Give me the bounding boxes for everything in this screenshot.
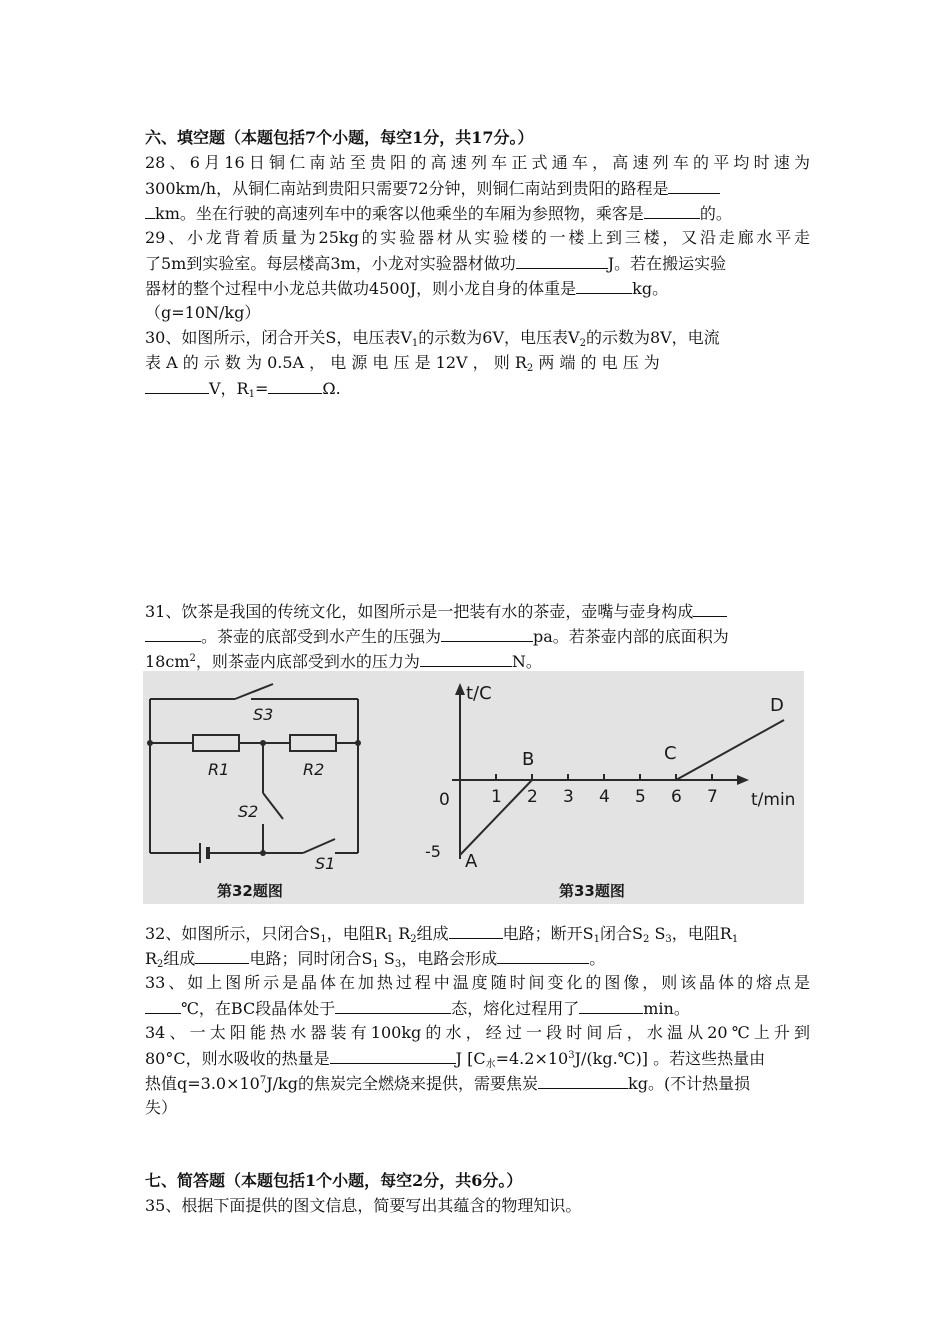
- q35-line-1: 35、根据下面提供的图文信息，简要写出其蕴含的物理知识。: [145, 1196, 582, 1215]
- x-tick-label: 6: [671, 787, 682, 807]
- q31-line-1: 31、饮茶是我国的传统文化，如图所示是一把装有水的茶壶，壶嘴与壶身构成: [145, 598, 810, 624]
- switch-s1: [303, 839, 335, 853]
- q28-line-3: km。坐在行驶的高速列车中的乘客以他乘坐的车厢为参照物，乘客是 的。: [145, 200, 810, 226]
- y-axis-label: t/C: [466, 683, 492, 704]
- q32-line-2: $R_2$组成 电路；同时闭合$S_1$ $S_3$，电路会形成 。: [145, 945, 810, 971]
- answer-blank[interactable]: [145, 623, 201, 642]
- label-s1: S1: [315, 854, 336, 873]
- section-6-heading: 六、填空题（本题包括7个小题，每空1分，共17分。）: [145, 128, 534, 147]
- answer-blank[interactable]: [579, 995, 643, 1014]
- y-axis-arrow: [455, 683, 465, 695]
- q34-line-4: 失）: [145, 1098, 178, 1117]
- point-c-label: C: [664, 743, 677, 764]
- answer-blank[interactable]: [145, 375, 209, 394]
- answer-blank[interactable]: [497, 945, 589, 964]
- answer-blank[interactable]: [668, 175, 720, 194]
- label-r2: R2: [303, 760, 325, 779]
- point-a-label: A: [465, 851, 478, 872]
- answer-blank[interactable]: [538, 1070, 628, 1089]
- section-7-heading: 七、简答题（本题包括1个小题，每空2分，共6分。）: [145, 1171, 523, 1190]
- caption-figure-33: 第33题图: [559, 882, 625, 900]
- q29-line-4: （g=10N/kg）: [145, 303, 261, 322]
- q32-line-1: 32、如图所示，只闭合$S_1$，电阻$R_1$ $R_2$组成 电路；断开$S_1$闭合$S_2$ $S_3$，电阻$R_1$: [145, 920, 810, 946]
- label-s3: S3: [253, 705, 274, 724]
- circuit-junctions: [147, 740, 361, 856]
- answer-blank[interactable]: [195, 945, 249, 964]
- point-d-label: D: [770, 695, 784, 716]
- answer-blank[interactable]: [576, 275, 632, 294]
- answer-blank[interactable]: [330, 1045, 456, 1064]
- switch-s3: [235, 684, 273, 699]
- q34-line-1: 34、一太阳能热水器装有100kg的水，经过一段时间后，水温从20℃上升到: [145, 1023, 810, 1042]
- x-tick-label: 2: [527, 787, 538, 807]
- x-tick-label: 7: [707, 787, 718, 807]
- caption-figure-32: 第32题图: [217, 882, 283, 900]
- junction-dot: [260, 740, 266, 746]
- answer-blank[interactable]: [441, 623, 533, 642]
- junction-dot: [260, 850, 266, 856]
- x-tick-label: 1: [491, 787, 502, 807]
- x-tick-label: 3: [563, 787, 574, 807]
- q29-line-3: 器材的整个过程中小龙总共做功4500J，则小龙自身的体重是 kg。: [145, 275, 810, 301]
- x-tick-label: 5: [635, 787, 646, 807]
- resistor-r2: [290, 735, 336, 751]
- answer-blank[interactable]: [516, 250, 608, 269]
- point-b-label: B: [522, 749, 535, 770]
- answer-blank[interactable]: [449, 920, 503, 939]
- junction-dot: [355, 740, 361, 746]
- origin-label: 0: [439, 790, 450, 810]
- melting-graph: [425, 683, 795, 900]
- junction-dot: [147, 740, 153, 746]
- q28-line-2: 300km/h，从铜仁南站到贵阳只需要72分钟，则铜仁南站到贵阳的路程是: [145, 175, 810, 201]
- q28-line-1: 28、6月16日铜仁南站至贵阳的高速列车正式通车，高速列车的平均时速为: [145, 153, 810, 172]
- x-axis-label: t/min: [751, 790, 796, 810]
- label-r1: R1: [208, 760, 230, 779]
- x-tick-label: 4: [599, 787, 610, 807]
- q30-line-1: 30、如图所示，闭合开关S，电压表$V_1$的示数为6V，电压表$V_2$的示数为8V，电流: [145, 328, 720, 349]
- label-s2: S2: [238, 802, 259, 821]
- q29-line-2: 了5m到实验室。每层楼高3m，小龙对实验器材做功 J。若在搬运实验: [145, 250, 810, 276]
- q31-line-3: $18cm^2$，则茶壶内底部受到水的压力为 N。: [145, 648, 810, 674]
- q31-line-2: 。茶壶的底部受到水产生的压强为 pa。若茶壶内部的底面积为: [145, 623, 810, 649]
- resistor-r1: [193, 735, 239, 751]
- q34-line-3: 热值$q=3.0\times 10^7J/kg$的焦炭完全燃烧来提供，需要焦炭 kg。(不计热量损: [145, 1070, 810, 1096]
- answer-blank[interactable]: [644, 200, 700, 219]
- switch-s2: [263, 793, 283, 819]
- q30-line-3: V，$R_1= \Omega$.: [145, 375, 810, 401]
- answer-blank[interactable]: [335, 995, 451, 1014]
- q29-line-1: 29、小龙背着质量为25kg的实验器材从实验楼的一楼上到三楼，又沿走廊水平走: [145, 228, 810, 247]
- answer-blank[interactable]: [420, 648, 512, 667]
- q33-line-2: ℃，在BC段晶体处于 态，熔化过程用了 min。: [145, 995, 810, 1021]
- q33-line-1: 33、如上图所示是晶体在加热过程中温度随时间变化的图像，则该晶体的熔点是: [145, 973, 810, 992]
- y-tick-label: -5: [425, 842, 441, 861]
- x-axis-arrow: [737, 775, 749, 785]
- answer-blank[interactable]: [145, 200, 155, 219]
- answer-blank[interactable]: [268, 375, 322, 394]
- answer-blank[interactable]: [145, 995, 181, 1014]
- q30-line-2: 表 A 的 示 数 为 0.5A ， 电 源 电 压 是 12V ， 则 $R_2$ 两 端 的 电 压 为: [145, 353, 660, 374]
- figure-32-33: [143, 671, 804, 904]
- q34-line-2: 80°C，则水吸收的热量是 J $[C_水=4.2\times 10^3J/(kg.℃)]$ 。若这些热量由: [145, 1045, 810, 1071]
- melting-curve: [460, 720, 784, 855]
- answer-blank[interactable]: [693, 598, 727, 617]
